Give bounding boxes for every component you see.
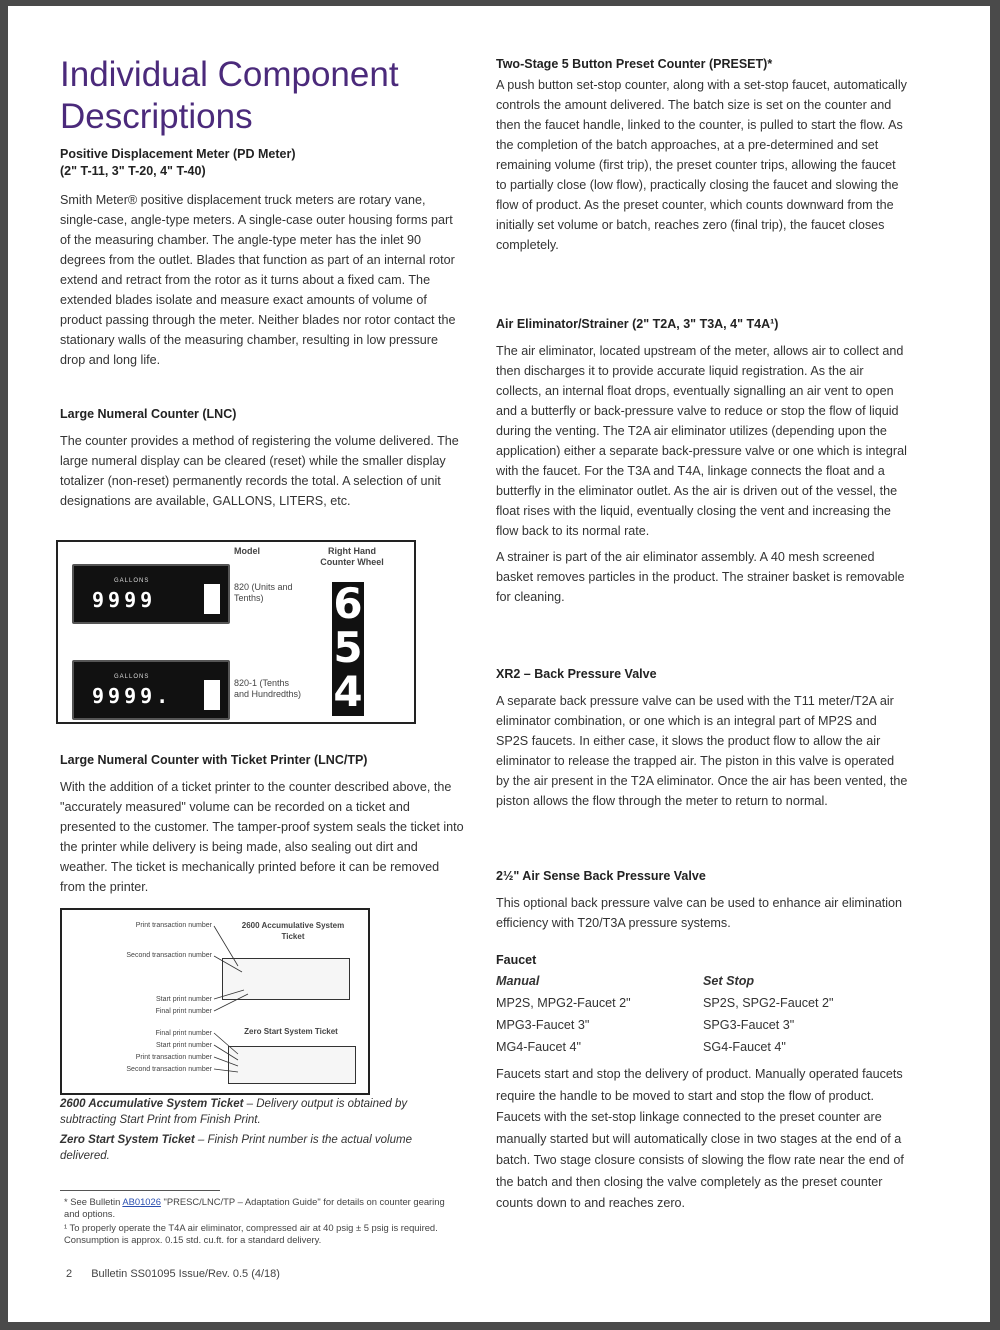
xr2-heading: XR2 – Back Pressure Valve bbox=[496, 667, 657, 681]
wheel-digit: 5 bbox=[333, 623, 363, 672]
ticket-label: Print transaction number bbox=[135, 922, 212, 929]
counter-unit-label: GALLONS bbox=[114, 674, 150, 680]
faucet-manual-label: Manual bbox=[496, 974, 540, 988]
preset-heading: Two-Stage 5 Button Preset Counter (PRESET)* bbox=[496, 57, 773, 71]
xr2-body: A separate back pressure valve can be used with the T11 meter/T2A air eliminator combination, or one which is an integral part of MP2S and SP2S faucets. In either case, it slows the product flow to allow the air eliminator to release the trapped air. The piston in this valve is operated by the air present in the T2A eliminator. Once the air has been vented, the piston allows the flow through the meter to return to normal. bbox=[496, 694, 908, 808]
strainer-body: A strainer is part of the air eliminator assembly. A 40 mesh screened basket removes particles in the product. The strainer basket is removable for cleaning. bbox=[496, 550, 905, 604]
counter-digits: 9999 bbox=[92, 588, 157, 612]
air-eliminator-heading: Air Eliminator/Strainer (2" T2A, 3" T3A, 4" T4A¹) bbox=[496, 317, 779, 331]
air-sense-body: This optional back pressure valve can be used to enhance air elimination efficiency with T20/T3A pressure systems. bbox=[496, 896, 903, 930]
footnote-divider bbox=[60, 1190, 220, 1191]
faucet-setstop-item: SP2S, SPG2-Faucet 2" bbox=[703, 996, 834, 1010]
pd-meter-heading-sizes: (2" T-11, 3" T-20, 4" T-40) bbox=[60, 164, 206, 178]
faucet-body-block bbox=[496, 1064, 908, 1215]
counter-unit-label: GALLONS bbox=[114, 578, 150, 584]
ticket-label: Second transaction number bbox=[126, 952, 212, 959]
faucet-body: Faucets start and stop the delivery of product. Manually operated faucets require the handle to be moved to start and stop the flow of product. Faucets with the set-stop linkage connected to the preset counter are manually started but will automatically close in two stages at the end of a batch. Two stage closure consists of slowing the flow rate near the end of the batch and then closing the valve completely as the preset counter counts down to and reaches zero. bbox=[496, 1067, 904, 1210]
faucet-manual-item: MP2S, MPG2-Faucet 2" bbox=[496, 996, 631, 1010]
air-eliminator-section bbox=[496, 316, 908, 607]
lnc-tp-heading: Large Numeral Counter with Ticket Printer (LNC/TP) bbox=[60, 753, 368, 767]
footnote-1: * See Bulletin AB01026 "PRESC/LNC/TP – Adaptation Guide" for details on counter gearing and options. bbox=[64, 1196, 445, 1219]
ticket-label: Start print number bbox=[155, 996, 212, 1003]
preset-section bbox=[496, 56, 908, 255]
pd-meter-body: Smith Meter® positive displacement truck meters are rotary vane, single-case, angle-type meters. A single-case outer housing forms part of the measuring chamber. The angle-type meter has the inlet 90 degrees from the outlet. Blades that function as part of an internal rotor extend and retract from the rotor as it turns about a fixed cam. The extended blades isolate and measure exact amounts of volume of product passing through the meter. Neither blades nor rotor contact the stationary walls of the measuring chamber, resulting in low pressure drop and long life. bbox=[60, 193, 456, 367]
ticket-label: Final print number bbox=[155, 1030, 212, 1037]
caption-accumulative: 2600 Accumulative System Ticket – Delivery output is obtained by subtracting Start Print from Finish Print. bbox=[60, 1098, 408, 1126]
counter-figure bbox=[56, 540, 416, 724]
wheel-digit: 6 bbox=[333, 579, 363, 628]
bulletin-ref: Bulletin SS01095 Issue/Rev. 0.5 (4/18) bbox=[91, 1268, 280, 1280]
wheel-digit: 4 bbox=[333, 667, 363, 716]
page-number: 2 bbox=[66, 1268, 73, 1280]
figure-model-header: Model bbox=[234, 546, 260, 556]
document-page bbox=[8, 6, 990, 1322]
faucet-manual-item: MG4-Faucet 4" bbox=[496, 1040, 581, 1054]
caption-zero-start: Zero Start System Ticket – Finish Print number is the actual volume delivered. bbox=[60, 1134, 412, 1162]
ticket-label: Final print number bbox=[155, 1008, 212, 1015]
page-footer bbox=[66, 1268, 280, 1280]
ticket-label: Second transaction number bbox=[126, 1066, 212, 1073]
ticket-leader-lines bbox=[62, 910, 368, 1093]
faucet-heading-block bbox=[496, 952, 908, 969]
counter-display-820 bbox=[72, 564, 230, 624]
counter-wheel-window bbox=[204, 680, 220, 710]
faucet-manual-column bbox=[496, 970, 631, 1058]
lnc-tp-section bbox=[60, 752, 464, 897]
air-sense-section bbox=[496, 868, 908, 933]
faucet-heading: Faucet bbox=[496, 953, 537, 967]
faucet-setstop-column bbox=[703, 970, 833, 1058]
ticket-bottom-title: Zero Start System Ticket bbox=[244, 1027, 338, 1036]
counter-display-820-1 bbox=[72, 660, 230, 720]
figure-captions bbox=[60, 1096, 452, 1164]
preset-body: A push button set-stop counter, along with a set-stop faucet, automatically controls the amount delivered. The batch size is set on the counter and then the faucet handle, linked to the counter, is pulled to start the flow. As the completion of the batch approaches, at a pre-determined and set remaining volume (first trip), the preset counter trips, allowing the faucet to partially close (low flow), practically closing the faucet and slowing the flow of product. As the preset counter, which counts downward from the initially set volume or batch, reaches zero (final trip), the faucet closes completely. bbox=[496, 78, 907, 252]
pd-meter-section bbox=[60, 146, 460, 370]
model-820-1-label: 820-1 (Tenths and Hundredths) bbox=[234, 678, 302, 699]
ticket-label: Print transaction number bbox=[135, 1054, 212, 1061]
xr2-section bbox=[496, 666, 908, 811]
counter-wheel-window bbox=[204, 584, 220, 614]
counter-wheel-digits bbox=[332, 579, 364, 716]
lnc-body: The counter provides a method of registering the volume delivered. The large numeral display can be cleared (reset) while the smaller display totalizer (non-reset) permanently records the total. A selection of unit designations are available, GALLONS, LITERS, etc. bbox=[60, 434, 459, 508]
faucet-setstop-label: Set Stop bbox=[703, 974, 755, 988]
counter-digits: 9999. bbox=[92, 684, 173, 708]
lnc-heading: Large Numeral Counter (LNC) bbox=[60, 407, 237, 421]
ticket-figure bbox=[60, 908, 370, 1095]
ticket-top-title: 2600 Accumulative System Ticket bbox=[241, 921, 345, 941]
pd-meter-heading: Positive Displacement Meter (PD Meter) bbox=[60, 147, 296, 161]
lnc-section bbox=[60, 406, 460, 511]
page-title: Individual Component Descriptions bbox=[60, 55, 399, 136]
footnote-2: ¹ To properly operate the T4A air eliminator, compressed air at 40 psig ± 5 psig is required. Consumption is approx. 0.15 std. cu.ft. for a standard delivery. bbox=[64, 1222, 438, 1245]
footnotes bbox=[64, 1196, 460, 1246]
faucet-setstop-item: SPG3-Faucet 3" bbox=[703, 1018, 795, 1032]
air-sense-heading: 2½" Air Sense Back Pressure Valve bbox=[496, 869, 706, 883]
ticket-label: Start print number bbox=[155, 1042, 212, 1049]
figure-wheel-header: Right Hand Counter Wheel bbox=[320, 546, 384, 567]
air-eliminator-body: The air eliminator, located upstream of the meter, allows air to collect and then discharges it to provide accurate liquid registration. As the air collects, an internal float drops, eventually signalling an air vent to open and a butterfly or back-pressure valve to reduce or stop the flow of liquid during the venting. The T2A air eliminator utilizes (depending upon the application) either a separate back-pressure valve or one which is integral with the faucet. For the T3A and T4A, linkage connects the float and a butterfly in the eliminator outlet. As the air is driven out of the vessel, the float rises with the liquid, eventually closing the vent and increasing the flow back to its normal rate. bbox=[496, 344, 907, 538]
faucet-setstop-item: SG4-Faucet 4" bbox=[703, 1040, 786, 1054]
faucet-manual-item: MPG3-Faucet 3" bbox=[496, 1018, 590, 1032]
lnc-tp-body: With the addition of a ticket printer to the counter described above, the "accurately measured" volume can be recorded on a ticket and presented to the customer. The tamper-proof system seals the ticket into the printer while delivery is being made, also sealing out dirt and weather. The ticket is mechanically printed before it can be removed from the printer. bbox=[60, 780, 464, 894]
model-820-label: 820 (Units and Tenths) bbox=[234, 582, 293, 603]
bulletin-link[interactable]: AB01026 bbox=[122, 1196, 161, 1207]
